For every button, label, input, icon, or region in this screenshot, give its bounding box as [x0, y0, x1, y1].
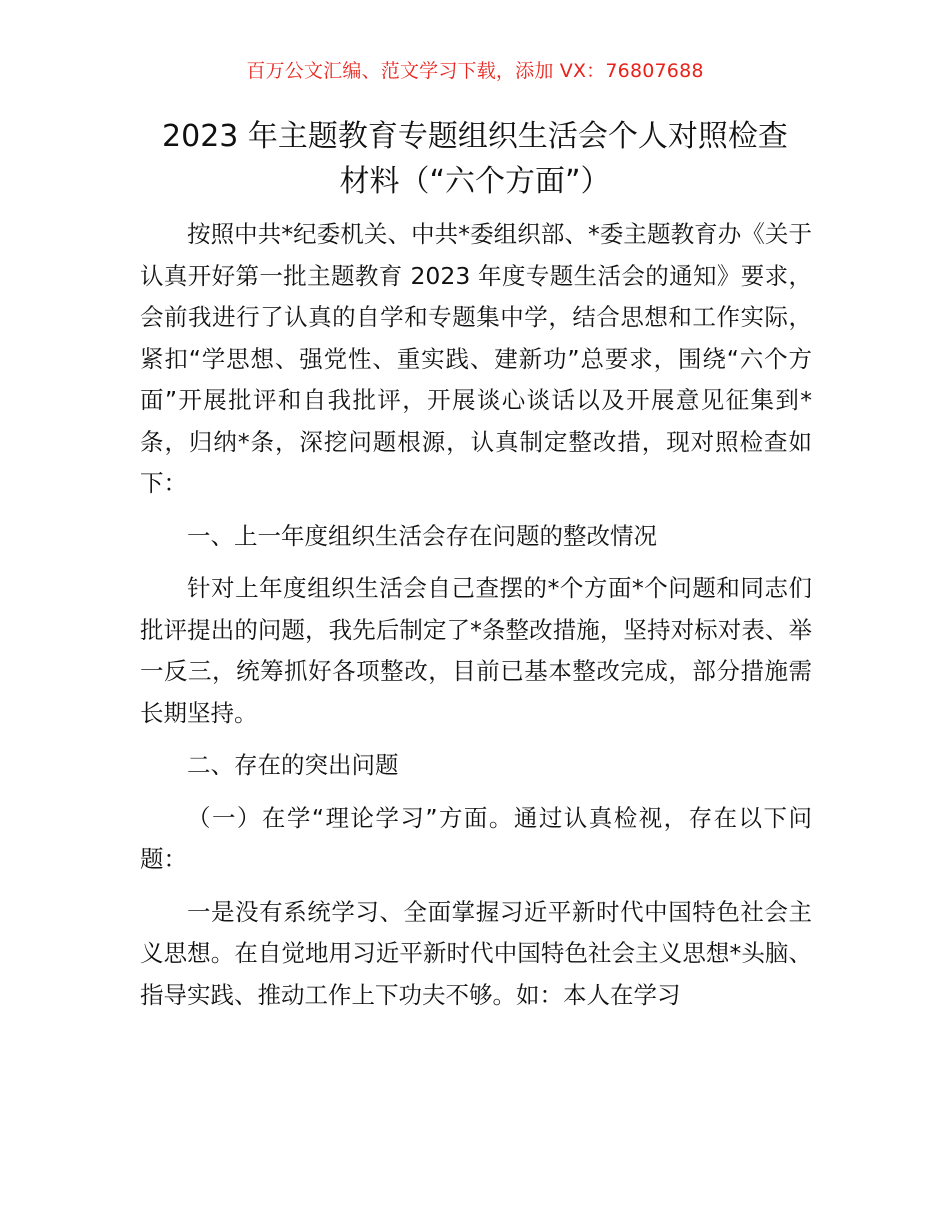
problem-paragraph-1: 一是没有系统学习、全面掌握习近平新时代中国特色社会主义思想。在自觉地用习近平新时代中国特色社会主义思想*头脑、指导实践、推动工作上下功夫不够。如：本人在学习 [140, 897, 812, 1009]
subsection-heading-1: （一）在学“理论学习”方面。通过认真检视，存在以下问题： [140, 803, 812, 873]
document-body [140, 214, 812, 1016]
rectification-paragraph: 针对上年度组织生活会自己查摆的*个方面*个问题和同志们批评提出的问题，我先后制定了*条整改措施，坚持对标对表、举一反三，统筹抓好各项整改，目前已基本整改完成，部分措施需长期坚持。 [140, 574, 812, 727]
section-heading-1: 一、上一年度组织生活会存在问题的整改情况 [187, 521, 657, 550]
section-heading-2: 二、存在的突出问题 [187, 751, 399, 779]
title-line-2: 材料（“六个方面”） [339, 164, 611, 199]
title-line-1: 2023 年主题教育专题组织生活会个人对照检查 [162, 119, 788, 154]
intro-paragraph: 按照中共*纪委机关、中共*委组织部、*委主题教育办《关于认真开好第一批主题教育 2023 年度专题生活会的通知》要求，会前我进行了认真的自学和专题集中学，结合思想和工作实际，紧扣“学思想、强党性、重实践、建新功”总要求，围绕“六个方面”开展批评和自我批评，开展谈心谈话以及开展意见征集到*条，归纳*条，深挖问题根源，认真制定整改措，现对照检查如下： [140, 220, 812, 497]
header-watermark: 百万公文汇编、范文学习下载，添加 VX：76807688 [246, 60, 704, 82]
document-title [120, 114, 830, 204]
